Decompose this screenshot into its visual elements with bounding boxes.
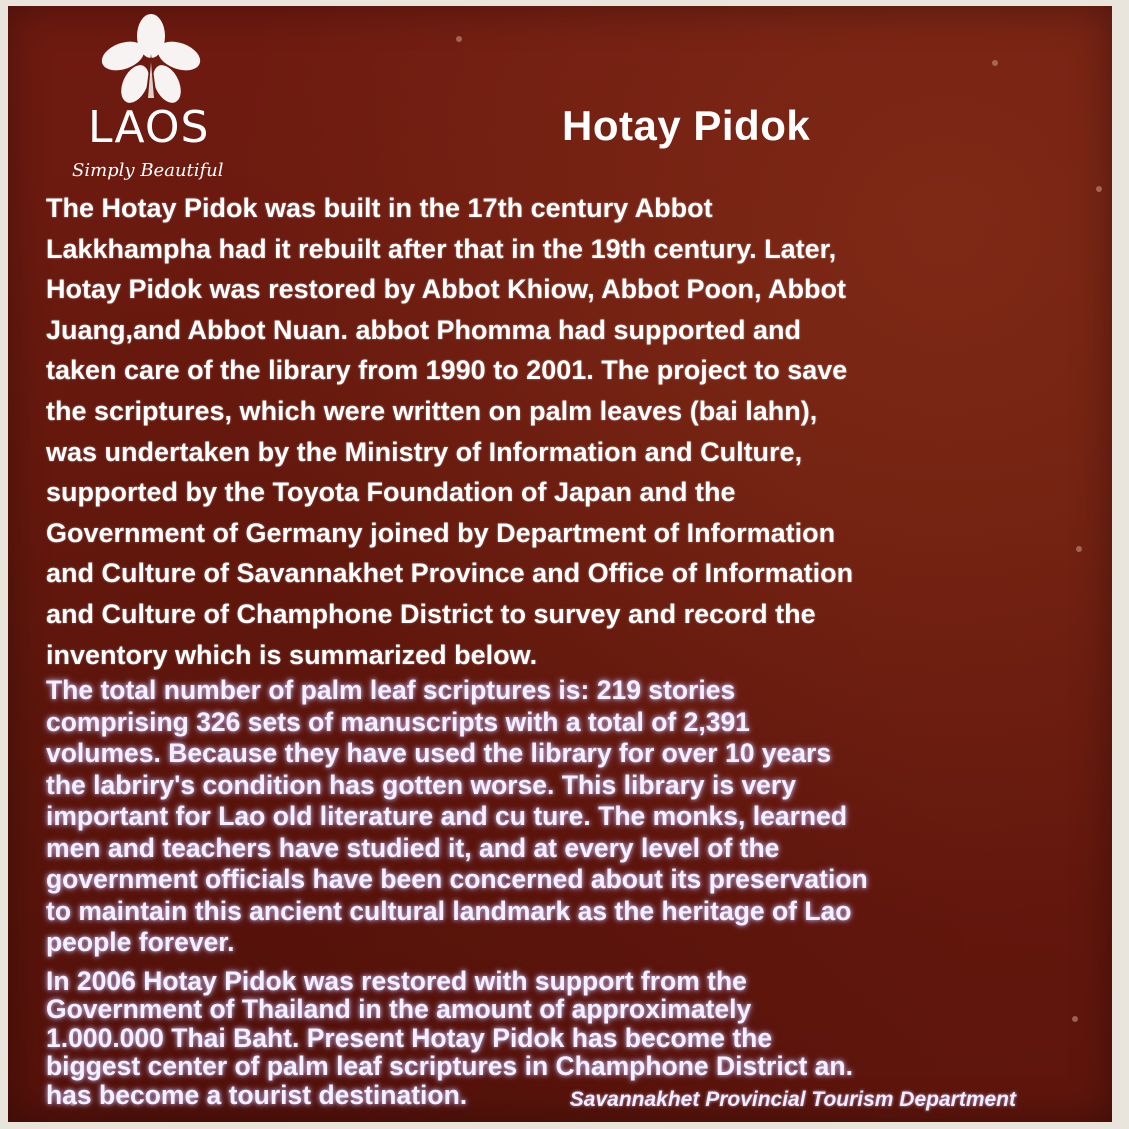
sign-body bbox=[46, 188, 1076, 1109]
sign-footer-credit: Savannakhet Provincial Tourism Department bbox=[569, 1088, 1016, 1111]
inventory-paragraph: The total number of palm leaf scriptures is: 219 stories comprising 326 sets of manuscripts with a total of 2,391 volumes. Because they have used the library for over 10 years the labriry's condition has gotten worse. This library is very important for Lao old literature and cu ture. The monks, learned men and teachers have studied it, and at every level of the government officials have been concerned about its preservation to maintain this ancient cultural landmark as the heritage of Lao people forever. bbox=[46, 675, 868, 958]
rivet bbox=[1096, 186, 1102, 192]
history-paragraph: The Hotay Pidok was built in the 17th century Abbot Lakkhampha had it rebuilt after that in the 19th century. Later, Hotay Pidok was restored by Abbot Khiow, Abbot Poon, Abbot Juang,and Abbot Nuan. abbot Phomma had supported and taken care of the library from 1990 to 2001. The project to save the scriptures, which were written on palm leaves (bai lahn), was undertaken by the Ministry of Information and Culture, supported by the Toyota Foundation of Japan and the Government of Germany joined by Department of Information and Culture of Savannakhet Province and Office of Information and Culture of Champhone District to survey and record the inventory which is summarized below. bbox=[46, 193, 854, 670]
restoration-paragraph: In 2006 Hotay Pidok was restored with support from the Government of Thailand in the amount of approximately 1.000.000 Thai Baht. Present Hotay Pidok has become the biggest center of palm leaf scriptures in Champhone District an. has become a tourist destination. bbox=[46, 965, 853, 1110]
rivet bbox=[992, 60, 998, 66]
information-sign bbox=[8, 6, 1112, 1122]
sign-title: Hotay Pidok bbox=[562, 102, 811, 149]
laos-logo bbox=[66, 14, 236, 189]
frangipani-flower-icon bbox=[101, 14, 201, 106]
logo-wordmark: LAOS bbox=[88, 102, 210, 153]
rivet bbox=[1076, 546, 1082, 552]
rivet bbox=[456, 36, 462, 42]
logo-tagline: Simply Beautiful bbox=[72, 160, 224, 181]
